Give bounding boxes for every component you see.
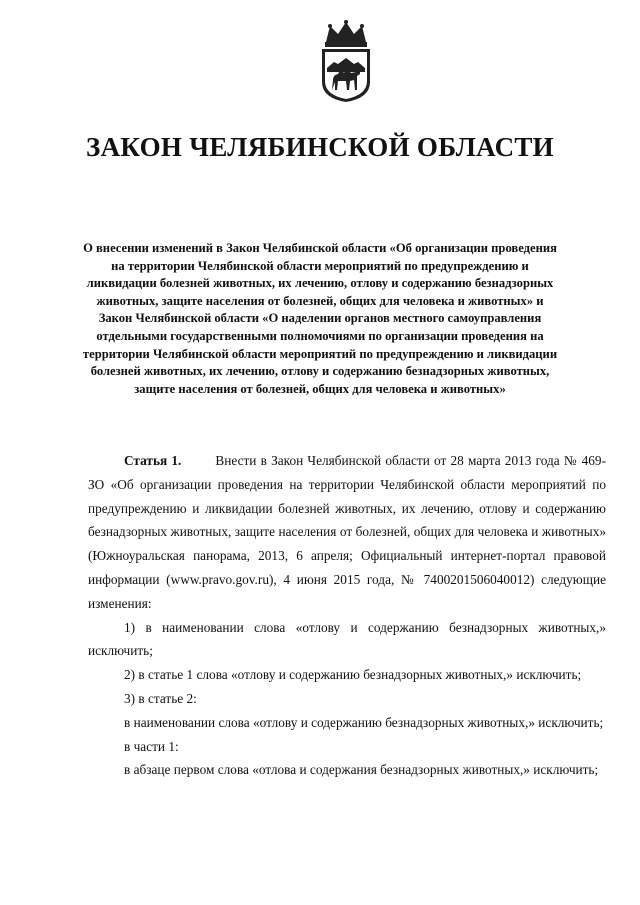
list-item: 2) в статье 1 слова «отлову и содержанию безнадзорных животных,» исключить;	[124, 667, 582, 683]
coat-of-arms-icon	[316, 20, 376, 104]
law-subtitle: О внесении изменений в Закон Челябинской области «Об организации проведения на территории Челябинской области мероприятий по предупреждению и ликвидации болезней животных, их лечению, отлову и содержанию безнадзорных животных, защите населения от болезней, общих для человека и животных» и Закон Челябинской области «О наделении органов местного самоуправления отдельными государственными полномочиями по организации проведения на территории Челябинской области мероприятий по предупреждению и ликвидации болезней животных, их лечению, отлову и содержанию безнадзорных животных, защите населения от болезней, общих для человека и животных»	[82, 241, 558, 396]
document-body	[88, 449, 606, 782]
article-1	[88, 449, 606, 616]
list-item: 1) в наименовании слова «отлову и содержанию безнадзорных животных,» исключить;	[88, 619, 606, 659]
article-text: Внести в Закон Челябинской области от 28 марта 2013 года № 469-ЗО «Об организации проведения на территории Челябинской области мероприятий по предупреждению и ликвидации болезней животных, их лечению, отлову и содержанию безнадзорных животных, защите населения от болезней, общих для человека и животных» (Южноуральская панорама, 2013, 6 апреля; Официальный интернет-портал правовой информации (www.pravo.gov.ru), 4 июня 2015 года, № 7400201506040012) следующие изменения:	[88, 453, 607, 611]
article-label: Статья 1.	[124, 453, 182, 468]
list-item: в части 1:	[124, 738, 179, 754]
list-item: в абзаце первом слова «отлова и содержания безнадзорных животных,» исключить;	[124, 762, 599, 778]
law-title: ЗАКОН ЧЕЛЯБИНСКОЙ ОБЛАСТИ	[86, 132, 554, 162]
list-item: в наименовании слова «отлову и содержанию безнадзорных животных,» исключить;	[124, 714, 604, 730]
list-item: 3) в статье 2:	[124, 690, 197, 706]
